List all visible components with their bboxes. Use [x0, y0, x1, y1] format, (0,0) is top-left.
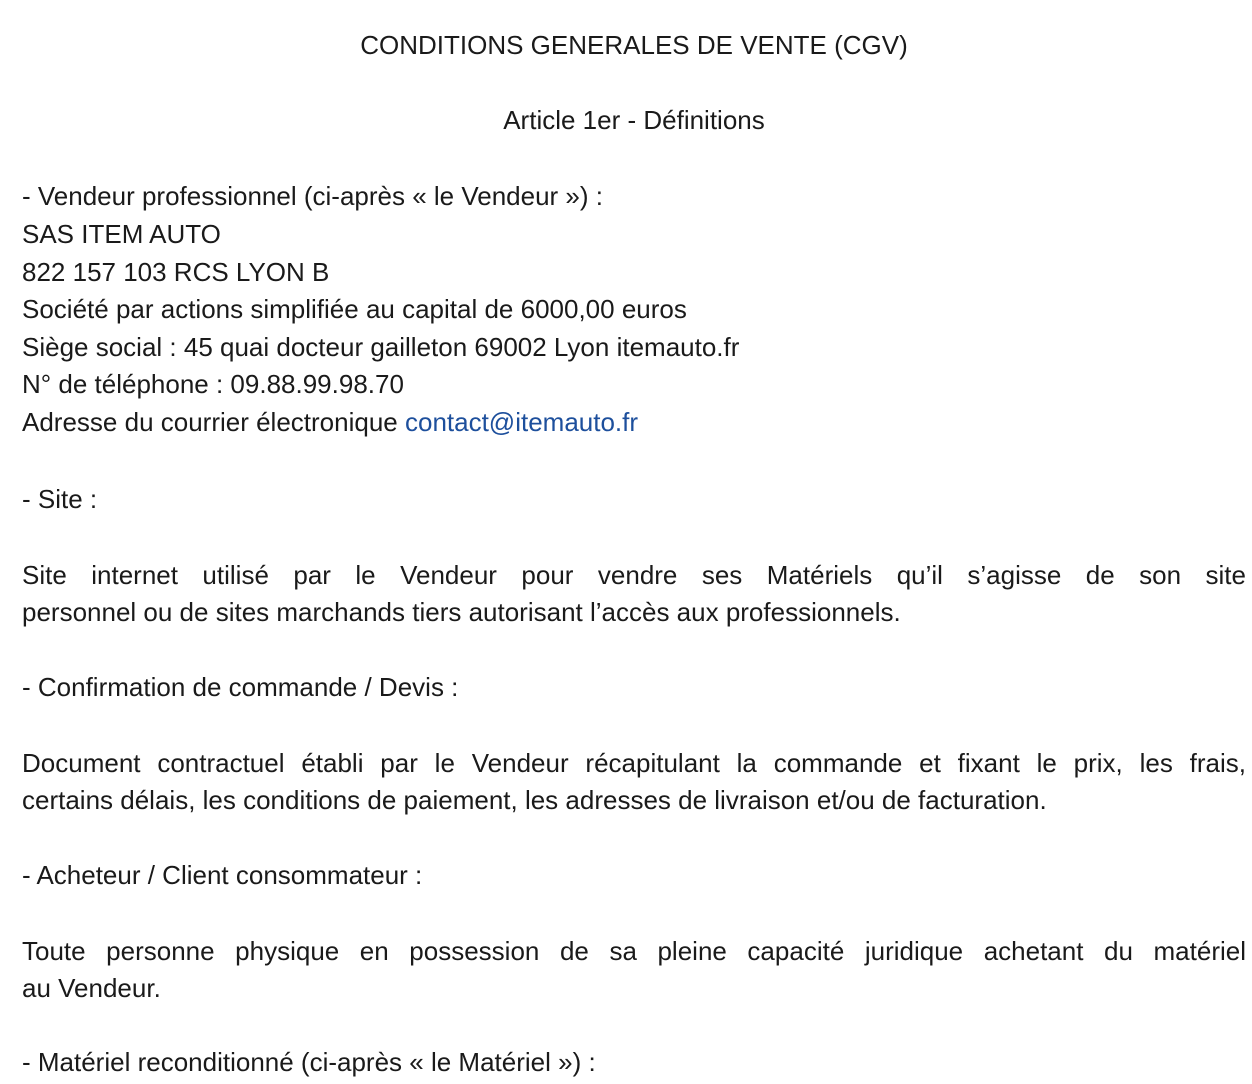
acheteur-heading: - Acheteur / Client consommateur : — [22, 860, 423, 890]
vendeur-email-line — [22, 405, 638, 439]
confirmation-paragraph — [22, 745, 1246, 819]
email-link[interactable]: contact@itemauto.fr — [404, 407, 639, 437]
site-paragraph-line: personnel ou de sites marchands tiers autorisant l’accès aux professionnels. — [22, 597, 901, 627]
document-title: CONDITIONS GENERALES DE VENTE (CGV) — [360, 30, 908, 60]
confirmation-paragraph-line: certains délais, les conditions de paiement, les adresses de livraison et/ou de facturation. — [22, 785, 1047, 815]
vendeur-rcs: 822 157 103 RCS LYON B — [22, 257, 330, 287]
vendeur-phone: N° de téléphone : 09.88.99.98.70 — [22, 369, 404, 399]
confirmation-heading: - Confirmation de commande / Devis : — [22, 672, 459, 702]
vendeur-address: Siège social : 45 quai docteur gailleton 69002 Lyon itemauto.fr — [22, 332, 740, 362]
acheteur-paragraph — [22, 933, 1246, 1007]
vendeur-legal-form: Société par actions simplifiée au capital de 6000,00 euros — [22, 294, 687, 324]
acheteur-paragraph-line: au Vendeur. — [22, 973, 161, 1003]
vendeur-company: SAS ITEM AUTO — [22, 219, 221, 249]
site-paragraph-line: Site internet utilisé par le Vendeur pour vendre ses Matériels qu’il s’agisse de son site — [22, 560, 1246, 590]
site-heading: - Site : — [22, 484, 98, 514]
materiel-heading: - Matériel reconditionné (ci-après « le Matériel ») : — [22, 1047, 596, 1077]
confirmation-paragraph-line: Document contractuel établi par le Vendeur récapitulant la commande et fixant le prix, les frais, — [22, 748, 1246, 778]
article-title: Article 1er - Définitions — [503, 105, 765, 135]
vendeur-heading: - Vendeur professionnel (ci-après « le Vendeur ») : — [22, 181, 604, 211]
site-paragraph — [22, 557, 1246, 631]
email-label: Adresse du courrier électronique — [22, 407, 405, 437]
acheteur-paragraph-line: Toute personne physique en possession de sa pleine capacité juridique achetant du matériel — [22, 936, 1246, 966]
